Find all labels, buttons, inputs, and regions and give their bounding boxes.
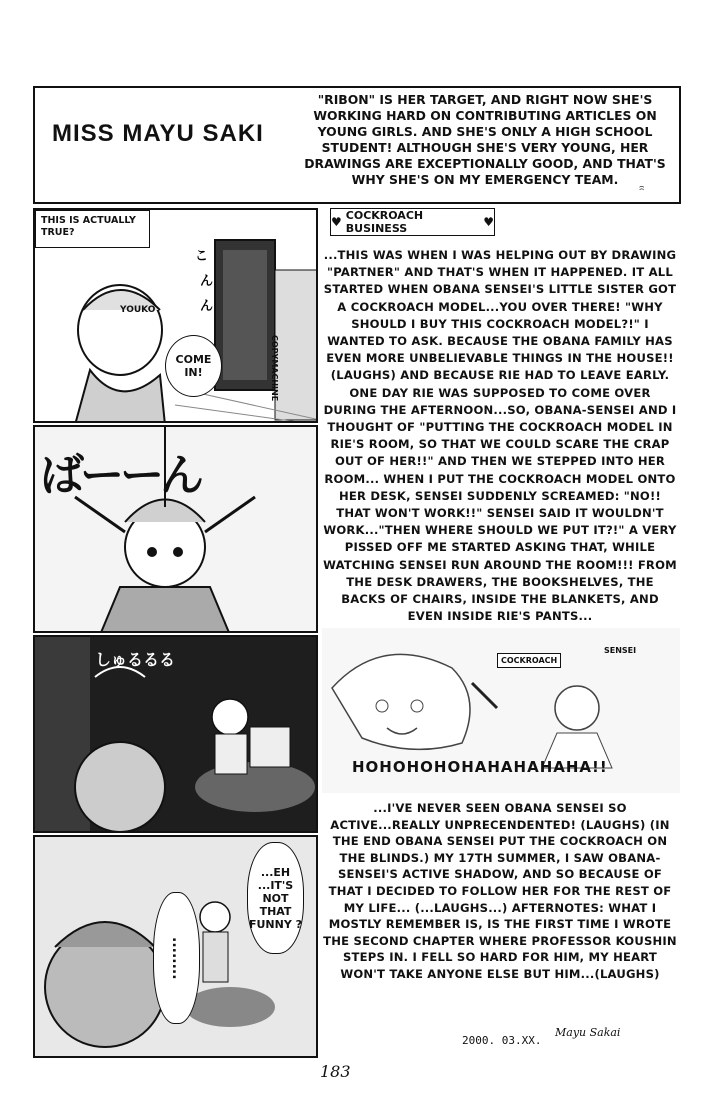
copy-machine-label: COPYMACHINE bbox=[270, 335, 279, 402]
comic-panel-2 bbox=[33, 425, 318, 633]
night-scene-illustration bbox=[35, 637, 318, 833]
page-title: MISS MAYU SAKI bbox=[52, 120, 264, 147]
comic-panel-3 bbox=[33, 635, 318, 833]
svg-text:ん: ん bbox=[200, 299, 214, 314]
comic-panel-1 bbox=[33, 208, 318, 423]
sensei-label: SENSEI bbox=[604, 646, 637, 655]
cockroach-label: COCKROACH bbox=[497, 653, 561, 668]
intro-text: "RIBON" IS HER TARGET, AND RIGHT NOW SHE'S WORKING HARD ON CONTRIBUTING ARTICLES ON YOUNG GIRLS. AND SHE'S ONLY A HIGH SCHOOL STUDENT! ALTHOUGH SHE'S VERY YOUNG, HER DRAWINGS ARE EXCEPTIONALLY GOOD, AND THAT'S WHY SHE'S ON MY EMERGENCY TEAM. bbox=[304, 92, 666, 187]
caption-box: THIS IS ACTUALLY TRUE? bbox=[35, 210, 150, 248]
signature: Mayu Sakai bbox=[555, 1026, 621, 1039]
not-funny-bubble: ...EH ...IT'S NOT THAT FUNNY ? bbox=[247, 842, 304, 954]
sfx-swish: しゅるるる bbox=[95, 650, 176, 669]
youko-label: YOUKO bbox=[120, 305, 156, 315]
story-text-2: ...I'VE NEVER SEEN OBANA SENSEI SO ACTIVE...REALLY UNPRECENDENTED! (LAUGHS) (IN THE END OBANA SENSEI PUT THE COCKROACH ON THE BLINDS.) MY 17TH SUMMER, I SAW OBANA-SENSEI'S ACTIVE SHADOW, AND SO BECAUSE OF THAT I DECIDED TO FOLLOW HER FOR THE REST OF MY LIFE... (...LAUGHS...) AFTERNOTES: WHAT I MOSTLY REMEMBER IS, IS THE FIRST TIME I WROTE THE SECOND CHAPTER WHERE PROFESSOR KOUSHIN STEPS IN. I FELL SO HARD FOR HIM, MY HEART WON'T TAKE ANYONE ELSE BUT HIM...(LAUGHS) bbox=[323, 801, 677, 981]
heart-icon: ♥ bbox=[331, 215, 342, 229]
section-title-label: COCKROACH BUSINESS bbox=[345, 209, 424, 235]
laugh-sfx: HOHOHOHOHAHAHAHAHA!! bbox=[352, 758, 608, 776]
heart-icon: ♥ bbox=[483, 215, 494, 229]
page-number: 183 bbox=[320, 1062, 351, 1081]
sfx-bang: ばーーん bbox=[40, 450, 200, 501]
section-title bbox=[330, 208, 495, 236]
date-text: 2000. 03.XX. bbox=[462, 1034, 542, 1047]
svg-text:こ: こ bbox=[195, 249, 209, 264]
svg-text:ん: ん bbox=[200, 274, 214, 289]
comic-panel-4 bbox=[33, 835, 318, 1058]
comic-column bbox=[33, 208, 318, 1058]
dots-bubble: ........ bbox=[153, 892, 200, 1024]
come-in-bubble: COME IN! bbox=[165, 335, 222, 397]
story-text: ...THIS WAS WHEN I WAS HELPING OUT BY DRAWING "PARTNER" AND THAT'S WHEN IT HAPPENED. IT ALL STARTED WHEN OBANA SENSEI'S LITTLE SISTER GOT A COCKROACH MODEL...YOU OVER THERE! "WHY SHOULD I BUY THIS COCKROACH MODEL?!" I WANTED TO ASK. BECAUSE THE OBANA FAMILY HAS EVEN MORE UNBELIEVABLE THINGS IN THE HOUSE!! (LAUGHS) AND BECAUSE RIE HAD TO LEAVE EARLY. ONE DAY RIE WAS SUPPOSED TO COME OVER DURING THE AFTERNOON...SO, OBANA-SENSEI AND I THOUGHT OF "PUTTING THE COCKROACH MODEL IN RIE'S ROOM, SO THAT WE COULD SCARE THE CRAP OUT OF HER!!" AND THEN WE STEPPED INTO HER ROOM... WHEN I PUT THE COCKROACH MODEL ONTO HER DESK, SENSEI SUDDENLY SCREAMED: "NO!! THAT WON'T WORK!!" SENSEI SAID IT WOULDN'T WORK..."THEN WHERE SHOULD WE PUT IT?!" A VERY PISSED OFF ME STARTED ASKING THAT, WHILE WATCHING SENSEI RUN AROUND THE ROOM!!! FROM THE DESK DRAWERS, THE BOOKSHELVES, THE BACKS OF CHAIRS, INSIDE THE BLANKETS, AND EVEN INSIDE RIE'S PANTS... bbox=[323, 248, 677, 624]
